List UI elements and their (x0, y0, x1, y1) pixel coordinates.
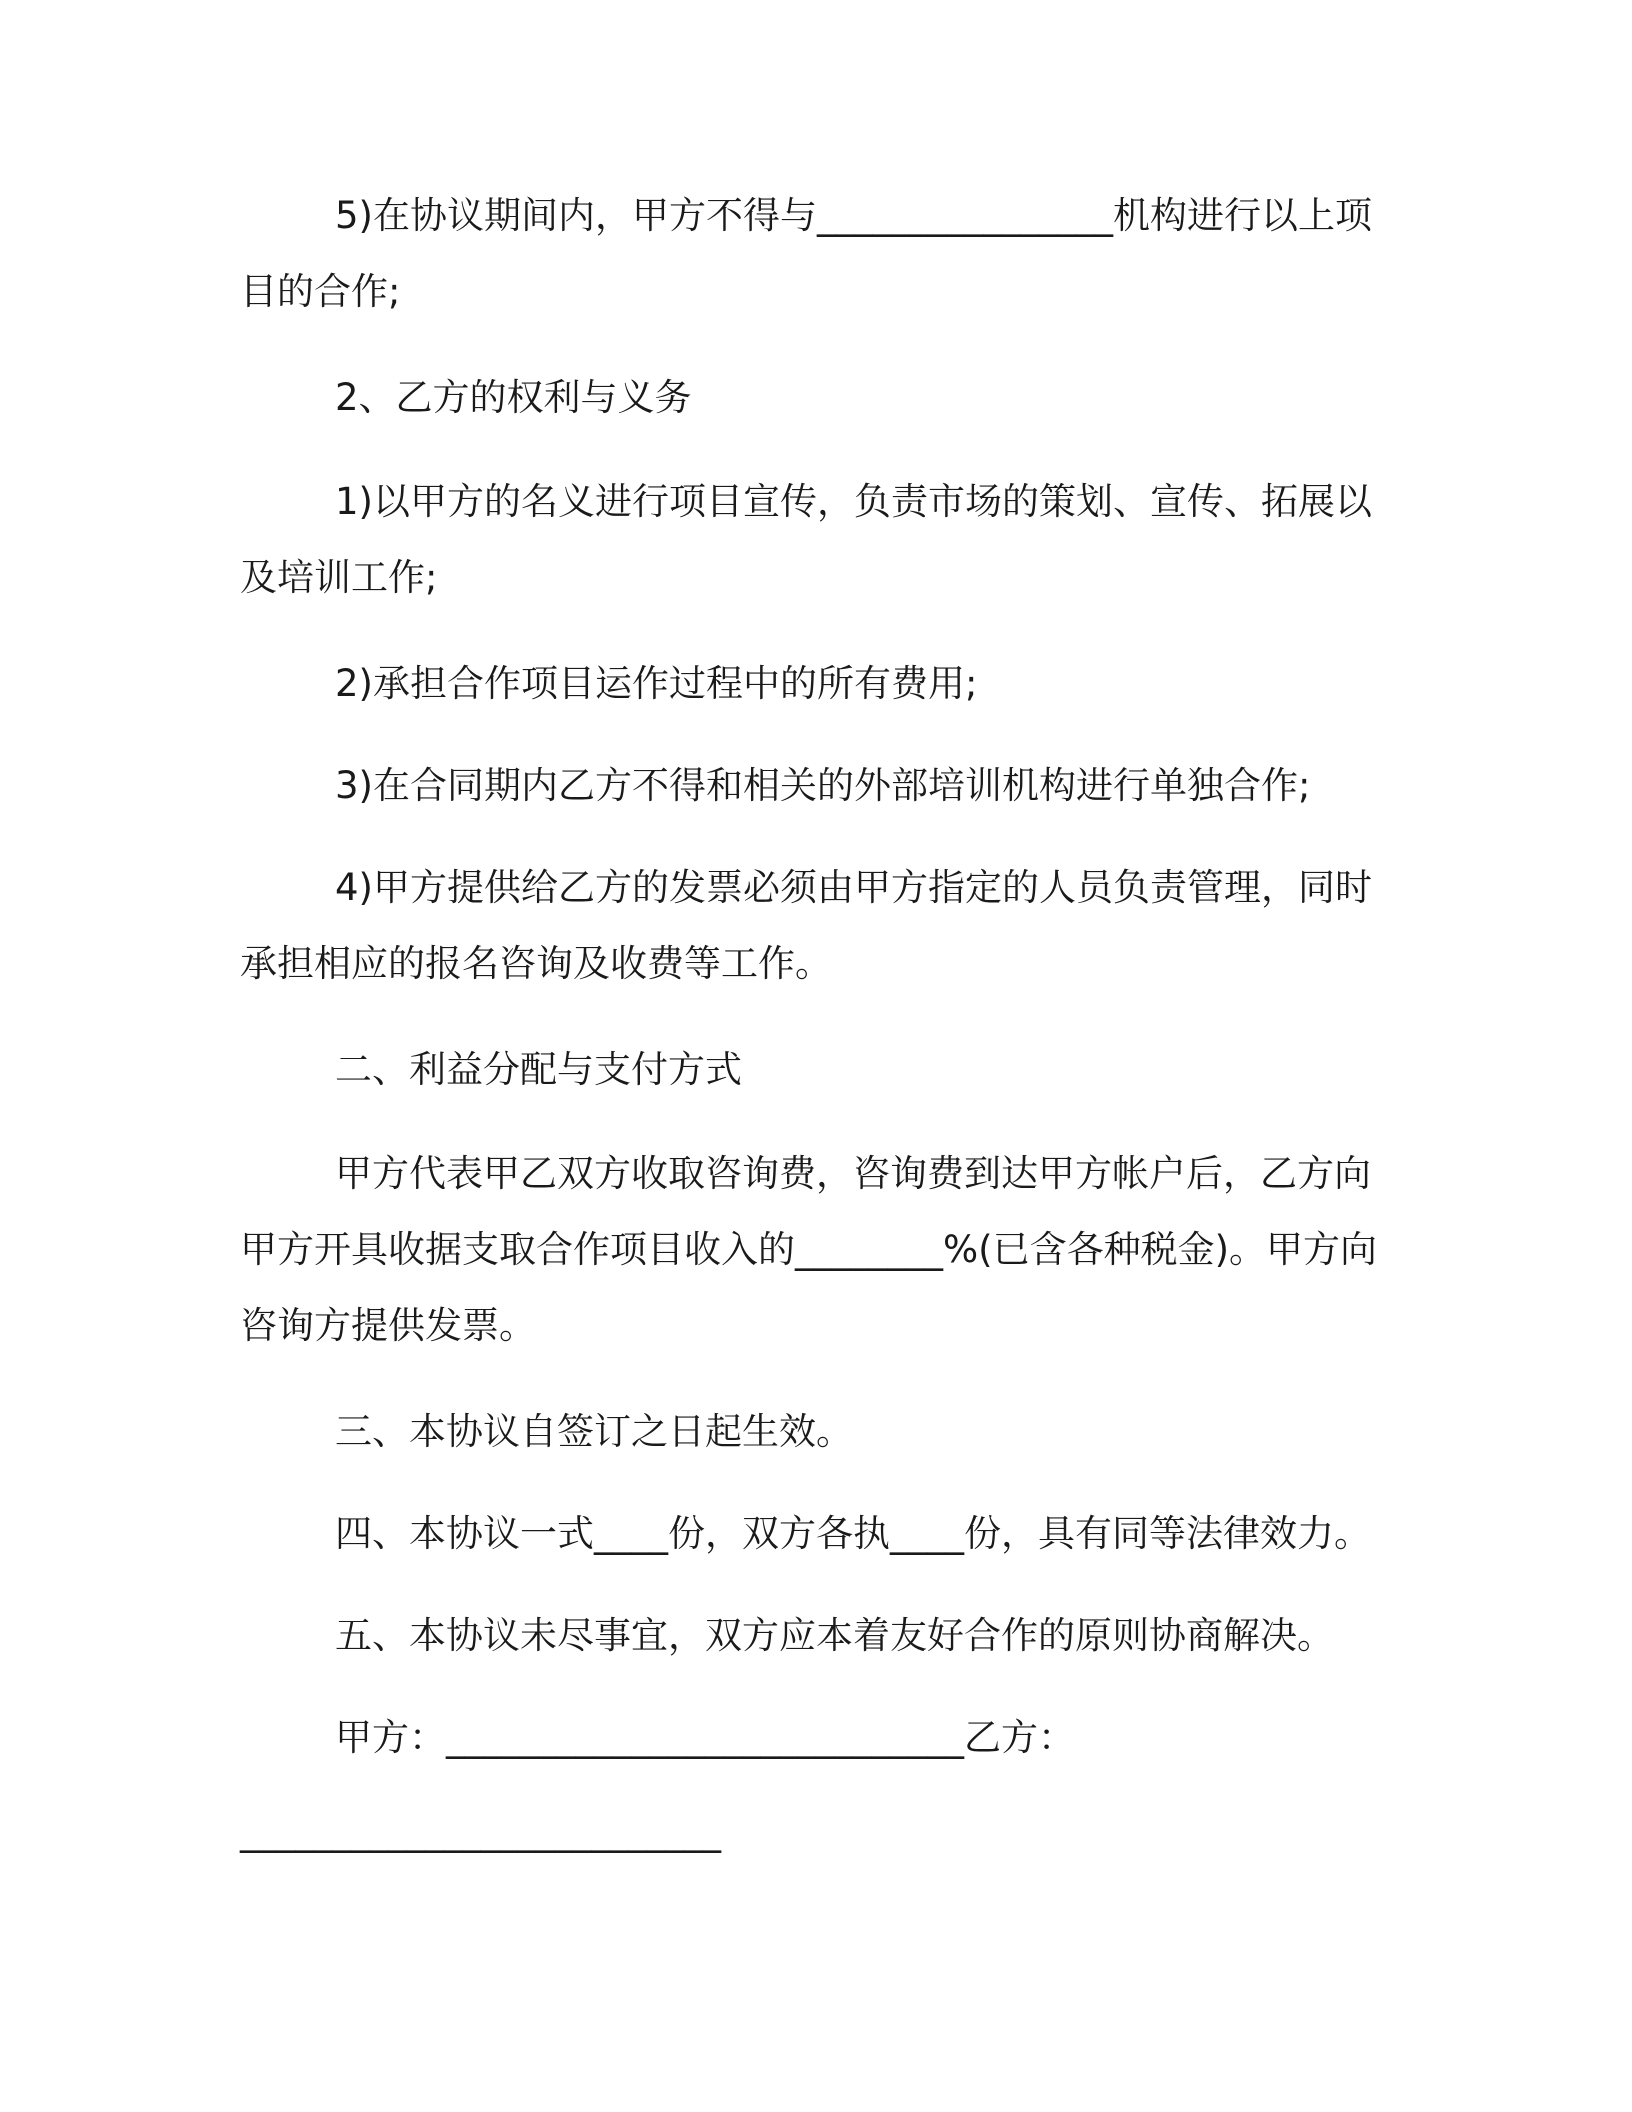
section-effective-date: 三、本协议自签订之日起生效。 (335, 1410, 853, 1453)
section-copies: 四、本协议一式____份，双方各执____份，具有同等法律效力。 (335, 1512, 1371, 1555)
signature-parties: 甲方：____________________________乙方： (335, 1716, 1075, 1759)
signature-blank-line: __________________________ (240, 1810, 721, 1853)
section-heading-party-b-rights: 2、乙方的权利与义务 (335, 376, 692, 419)
clause-item-3: 3)在合同期内乙方不得和相关的外部培训机构进行单独合作; (335, 764, 1311, 807)
profit-distribution-text: 甲方代表甲乙双方收取咨询费，咨询费到达甲方帐户后，乙方向甲方开具收据支取合作项目收入的________%(已含各种税金)。甲方向咨询方提供发票。 (240, 1152, 1378, 1347)
section-unresolved-matters: 五、本协议未尽事宜，双方应本着友好合作的原则协商解决。 (335, 1614, 1334, 1657)
clause-item-1: 1)以甲方的名义进行项目宣传，负责市场的策划、宣传、拓展以及培训工作; (240, 480, 1372, 599)
clause-item-4: 4)甲方提供给乙方的发票必须由甲方指定的人员负责管理，同时承担相应的报名咨询及收费等工作。 (240, 866, 1372, 985)
clause-item-5: 5)在协议期间内，甲方不得与________________机构进行以上项目的合作; (240, 194, 1372, 313)
section-heading-profit-distribution: 二、利益分配与支付方式 (335, 1048, 742, 1091)
clause-item-2: 2)承担合作项目运作过程中的所有费用; (335, 662, 978, 705)
